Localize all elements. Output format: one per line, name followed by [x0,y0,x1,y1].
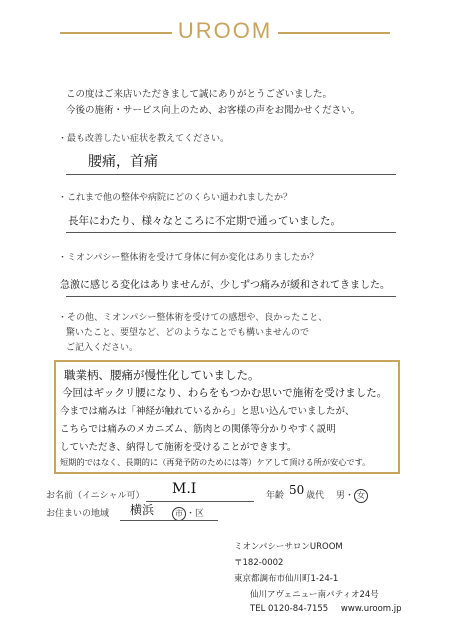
area-label: お住まいの地域 [46,509,110,519]
shop-address-1: 東京都調布市仙川町1-24-1 [234,574,339,584]
free-answer-line-6: 短期的ではなく、長期的に（再発予防のためには等）ケアして頂ける所が安心です。 [60,457,371,467]
logo: UROOM [177,18,273,43]
free-answer-line-3: 今までは痛みは「神経が触れているから」と思い込んでいましたが、 [60,406,355,417]
area-line [120,520,218,521]
shop-url[interactable]: www.uroom.jp [340,604,402,614]
answer-3: 急激に感じる変化はありませんが、少しずつ痛みが緩和されてきました。 [60,280,390,291]
free-answer-line-4: こちらでは痛みのメカニズム、筋肉との関係等分かりやすく説明 [60,424,336,435]
intro-line-1: この度はご来店いただきまして誠にありがとうございました。 [66,89,333,100]
gender-male: 男 [336,491,346,501]
free-prompt-2: 驚いたこと、要望など、どのようなことでも構いませんので [66,328,310,338]
gender-options [336,488,368,503]
name-line [146,501,254,502]
age-suffix: 歳代 [306,491,325,501]
shop-tel [250,604,402,614]
logo-line-left [60,32,172,34]
free-answer-line-1: 職業柄、腰痛が慢性化していました。 [64,368,260,382]
area-city-selected: 市 [172,507,186,521]
area-separator: ・ [186,509,196,519]
answer-2: 長年にわたり、様々なところに不定期で通っていました。 [68,215,341,227]
shop-tel-text: TEL 0120-84-7155 [250,604,329,614]
question-3: ・ミオンパシー整体術を受けて身体に何か変化はありましたか？ [58,253,319,263]
name-label: お名前（イニシャル可） [46,491,145,501]
area-value: 横浜 [130,503,155,517]
question-1: ・最も改善したい症状を教えてください。 [58,134,230,144]
intro-line-2: 今後の施術・サービス向上のため、お客様の声をお聞かせください。 [66,105,361,116]
shop-name: ミオンパシーサロンUROOM [234,542,343,552]
shop-address-2: 仙川アヴェニュー南パティオ24号 [250,590,379,600]
answer-3-line [66,296,396,297]
answer-1-line [66,174,396,175]
area-units [172,506,204,521]
question-2: ・これまで他の整体や病院にどのくらい通われましたか？ [58,193,293,203]
free-answer-line-5: していただき、納得して施術を受けることができます。 [60,442,297,453]
gender-separator: ・ [345,491,355,501]
free-prompt-3: ご記入ください。 [66,343,139,353]
answer-1: 腰痛，首痛 [88,154,158,170]
shop-postal: 〒182-0002 [234,558,284,568]
free-prompt-1: ・その他、ミオンパシー整体術を受けての感想や、良かったこと、 [58,313,328,323]
gender-female-selected: 女 [354,489,368,503]
logo-line-right [278,32,390,34]
name-value: M.I [172,481,197,497]
free-answer-line-2: 今回はギックリ腰になり、わらをもつかむ思いで施術を受けました。 [62,387,388,399]
answer-2-line [66,232,396,233]
age-label: 年齢 [266,491,285,501]
age-value: 50 [289,483,305,497]
area-ward: 区 [195,509,205,519]
